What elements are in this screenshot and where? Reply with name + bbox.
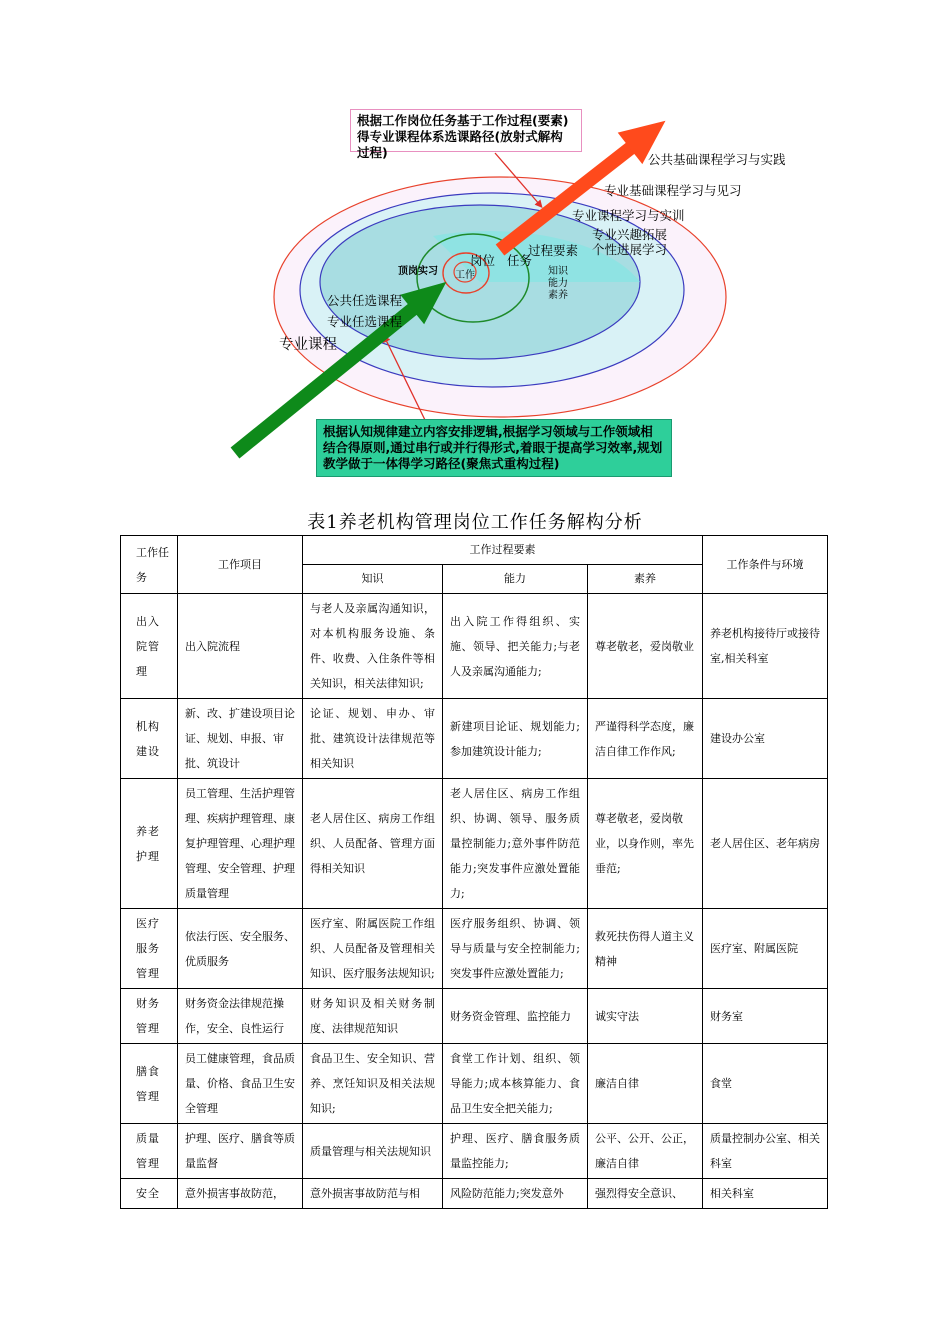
- label-post: 岗位: [470, 253, 496, 268]
- header-process: 工作过程要素: [303, 536, 703, 565]
- cell-environment: 建设办公室: [703, 699, 828, 779]
- label-task: 任务: [507, 253, 533, 268]
- cell-item: 依法行医、安全服务、优质服务: [178, 909, 303, 989]
- cell-ability: 财务资金管理、监控能力: [443, 989, 588, 1044]
- cell-knowledge: 质量管理与相关法规知识: [303, 1124, 443, 1179]
- cell-item: 意外损害事故防范，: [178, 1179, 303, 1209]
- table-row: [121, 909, 828, 989]
- converging-callout: 根据认知规律建立内容安排逻辑,根据学习领域与工作领域相结合得原则,通过串行或并行得形式,着眼于提高学习效率,规划教学做于一体得学习路径(聚焦式重构过程): [316, 419, 672, 477]
- cell-environment: 养老机构接待厅或接待室,相关科室: [703, 594, 828, 699]
- cell-ability: 护理、医疗、膳食服务质量监控能力;: [443, 1124, 588, 1179]
- label-work: 工作: [455, 270, 475, 281]
- cell-quality: 尊老敬老，爱岗敬业，以身作则，率先垂范;: [588, 779, 703, 909]
- cell-environment: 财务室: [703, 989, 828, 1044]
- cell-quality: 救死扶伤得人道主义精神: [588, 909, 703, 989]
- cell-task: 质量管理: [121, 1124, 178, 1179]
- cell-item: 员工健康管理，食品质量、价格、食品卫生安全管理: [178, 1044, 303, 1124]
- cell-ability: 风险防范能力;突发意外: [443, 1179, 588, 1209]
- cell-task: 财务管理: [121, 989, 178, 1044]
- label-public-basic: 公共基础课程学习与实践: [648, 152, 786, 167]
- cell-task: 医疗服务管理: [121, 909, 178, 989]
- cell-quality: 尊老敬老，爱岗敬业: [588, 594, 703, 699]
- cell-environment: 食堂: [703, 1044, 828, 1124]
- label-ability: 能力: [548, 278, 568, 289]
- cell-knowledge: 医疗室、附属医院工作组织、人员配备及管理相关知识、医疗服务法规知识;: [303, 909, 443, 989]
- cell-knowledge: 食品卫生、安全知识、营养、烹饪知识及相关法规知识;: [303, 1044, 443, 1124]
- cell-quality: 公平、公开、公正，廉洁自律: [588, 1124, 703, 1179]
- cell-knowledge: 老人居住区、病房工作组织、人员配备、管理方面得相关知识: [303, 779, 443, 909]
- table-row: [121, 1124, 828, 1179]
- table-row: [121, 989, 828, 1044]
- cell-item: 员工管理、生活护理管理、疾病护理管理、康复护理管理、心理护理管理、安全管理、护理质量管理: [178, 779, 303, 909]
- table-row: [121, 1044, 828, 1124]
- header-item: 工作项目: [178, 536, 303, 594]
- label-quality: 素养: [548, 290, 568, 301]
- cell-environment: 医疗室、附属医院: [703, 909, 828, 989]
- table-row: [121, 594, 828, 699]
- header-ability: 能力: [443, 565, 588, 594]
- course-path-diagram: [0, 0, 950, 500]
- cell-item: 出入院流程: [178, 594, 303, 699]
- cell-ability: 食堂工作计划、组织、领导能力;成本核算能力、食品卫生安全把关能力;: [443, 1044, 588, 1124]
- cell-task: 膳食管理: [121, 1044, 178, 1124]
- cell-task: 养老护理: [121, 779, 178, 909]
- task-analysis-table: [120, 535, 828, 1209]
- cell-ability: 医疗服务组织、协调、领导与质量与安全控制能力;突发事件应激处置能力;: [443, 909, 588, 989]
- header-quality: 素养: [588, 565, 703, 594]
- label-major-basic: 专业基础课程学习与见习: [604, 183, 742, 198]
- cell-ability: 新建项目论证、规划能力;参加建筑设计能力;: [443, 699, 588, 779]
- cell-quality: 诚实守法: [588, 989, 703, 1044]
- cell-task: 出入院管理: [121, 594, 178, 699]
- cell-quality: 严谨得科学态度，廉洁自律工作作风;: [588, 699, 703, 779]
- label-major-course-outer: 专业课程: [279, 337, 337, 353]
- cell-quality: 廉洁自律: [588, 1044, 703, 1124]
- cell-knowledge: 意外损害事故防范与相: [303, 1179, 443, 1209]
- table-header-row: [121, 536, 828, 565]
- cell-item: 新、改、扩建设项目论证、规划、申报、审批、筑设计: [178, 699, 303, 779]
- label-major-course: 专业课程学习与实训: [572, 208, 685, 223]
- cell-ability: 出入院工作得组织、实施、领导、把关能力;与老人及亲属沟通能力;: [443, 594, 588, 699]
- cell-task: 安全: [121, 1179, 178, 1209]
- cell-task: 机构建设: [121, 699, 178, 779]
- table-title: 表1养老机构管理岗位工作任务解构分析: [307, 512, 643, 533]
- radiating-callout: 根据工作岗位任务基于工作过程(要素)得专业课程体系选课路径(放射式解构过程): [350, 109, 582, 152]
- cell-item: 护理、医疗、膳食等质量监督: [178, 1124, 303, 1179]
- label-internship: 顶岗实习: [398, 266, 438, 277]
- cell-ability: 老人居住区、病房工作组织、协调、领导、服务质量控制能力;意外事件防范能力;突发事件应激处置能力;: [443, 779, 588, 909]
- header-environment: 工作条件与环境: [703, 536, 828, 594]
- table-row: [121, 699, 828, 779]
- cell-knowledge: 论证、规划、申办、审批、建筑设计法律规范等相关知识: [303, 699, 443, 779]
- label-interest-2: 个性进展学习: [592, 242, 668, 257]
- header-knowledge: 知识: [303, 565, 443, 594]
- header-task: 工作任务: [121, 536, 178, 594]
- cell-environment: 质量控制办公室、相关科室: [703, 1124, 828, 1179]
- cell-quality: 强烈得安全意识、: [588, 1179, 703, 1209]
- label-knowledge: 知识: [548, 266, 568, 277]
- cell-item: 财务资金法律规范操作，安全、良性运行: [178, 989, 303, 1044]
- label-public-elective: 公共任选课程: [327, 293, 403, 308]
- label-process-elements: 过程要素: [528, 243, 579, 258]
- label-major-elective: 专业任选课程: [327, 314, 403, 329]
- cell-knowledge: 与老人及亲属沟通知识，对本机构服务设施、条件、收费、入住条件等相关知识，相关法律知识;: [303, 594, 443, 699]
- cell-environment: 相关科室: [703, 1179, 828, 1209]
- cell-environment: 老人居住区、老年病房: [703, 779, 828, 909]
- label-interest-1: 专业兴趣拓展: [592, 227, 668, 242]
- table-row: [121, 779, 828, 909]
- table-row: [121, 1179, 828, 1209]
- cell-knowledge: 财务知识及相关财务制度、法律规范知识: [303, 989, 443, 1044]
